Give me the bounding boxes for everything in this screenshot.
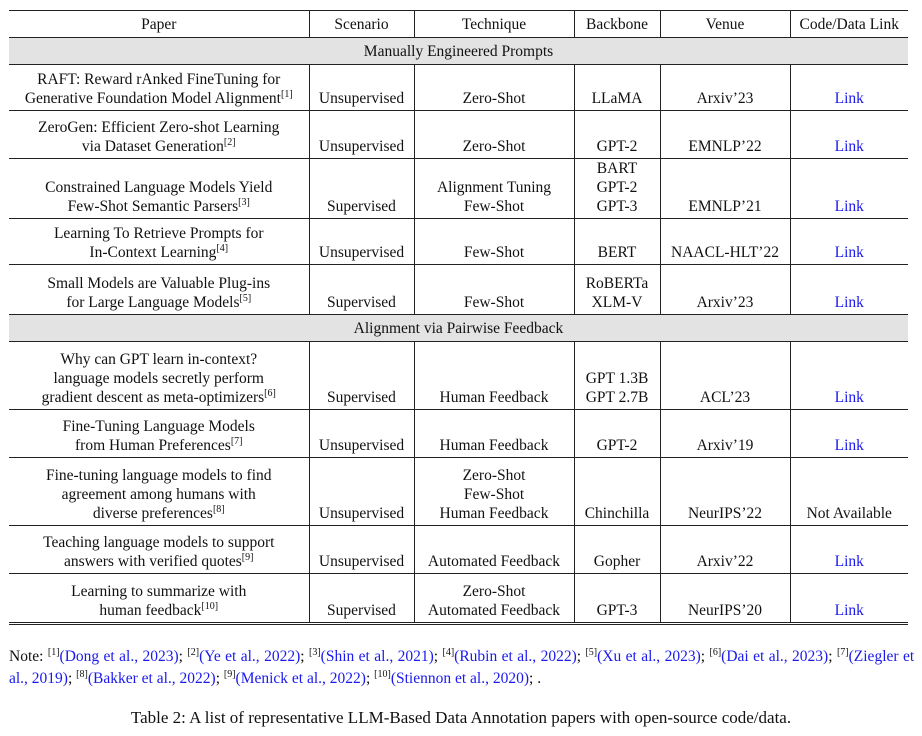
paper-cell bbox=[9, 65, 309, 111]
link-cell bbox=[790, 342, 908, 410]
link-cell bbox=[790, 65, 908, 111]
venue-cell: EMNLP’21 bbox=[660, 159, 790, 219]
paper-title-line: for Large Language Models bbox=[66, 294, 240, 311]
paper-title-line: Few-Shot Semantic Parsers bbox=[67, 198, 239, 215]
not-available-text: Not Available bbox=[806, 505, 892, 522]
code-data-link[interactable]: Link bbox=[834, 553, 864, 570]
link-cell bbox=[790, 526, 908, 574]
note-reference-marker: [1] bbox=[47, 647, 60, 658]
technique-line: Few-Shot bbox=[463, 198, 525, 215]
technique-line: Zero-Shot bbox=[462, 583, 526, 600]
paper-title-last-line bbox=[13, 504, 305, 523]
paper-title-last-line bbox=[13, 137, 305, 156]
paper-title-line: Fine-Tuning Language Models bbox=[62, 418, 255, 435]
paper-title-line: Small Models are Valuable Plug-ins bbox=[47, 275, 271, 292]
backbone-line: GPT 2.7B bbox=[585, 389, 649, 406]
code-data-link[interactable]: Link bbox=[834, 138, 864, 155]
table-row bbox=[9, 159, 908, 219]
table-row bbox=[9, 410, 908, 458]
citation-link[interactable]: (Ziegler et al., 2019) bbox=[9, 648, 915, 687]
citation-link[interactable]: (Stiennon et al., 2020) bbox=[390, 670, 530, 687]
link-cell bbox=[790, 574, 908, 624]
note-reference-marker: [7] bbox=[836, 647, 849, 658]
citation-link[interactable]: (Shin et al., 2021) bbox=[320, 648, 434, 665]
backbone-cell bbox=[574, 574, 660, 624]
venue-cell: Arxiv’23 bbox=[660, 265, 790, 315]
header-venue: Venue bbox=[660, 11, 790, 38]
citation-note bbox=[9, 646, 914, 690]
link-cell bbox=[790, 458, 908, 526]
paper-title-line: Fine-tuning language models to find bbox=[45, 467, 272, 484]
technique-cell bbox=[414, 111, 574, 159]
link-cell bbox=[790, 265, 908, 315]
paper-title-line: In-Context Learning bbox=[89, 244, 217, 261]
table-row bbox=[9, 574, 908, 624]
citation-link[interactable]: (Ye et al., 2022) bbox=[199, 648, 301, 665]
technique-cell bbox=[414, 410, 574, 458]
paper-title-last-line bbox=[13, 436, 305, 455]
reference-marker: [4] bbox=[216, 243, 229, 254]
section-title: Alignment via Pairwise Feedback bbox=[9, 315, 908, 342]
reference-marker: [9] bbox=[241, 552, 254, 563]
paper-title-line: ZeroGen: Efficient Zero-shot Learning bbox=[38, 119, 280, 136]
link-cell bbox=[790, 111, 908, 159]
paper-title-line: Learning To Retrieve Prompts for bbox=[53, 225, 264, 242]
paper-title-last-line bbox=[13, 197, 305, 216]
scenario-cell: Supervised bbox=[309, 342, 414, 410]
header-paper: Paper bbox=[9, 11, 309, 38]
venue-cell: NeurIPS’22 bbox=[660, 458, 790, 526]
table-row bbox=[9, 526, 908, 574]
backbone-line: Gopher bbox=[593, 553, 641, 570]
note-reference-marker: [2] bbox=[187, 647, 200, 658]
paper-title-line: language models secretly perform bbox=[53, 370, 264, 387]
paper-title-line: gradient descent as meta-optimizers bbox=[41, 389, 265, 406]
note-reference-marker: [6] bbox=[709, 647, 722, 658]
technique-cell bbox=[414, 265, 574, 315]
scenario-cell: Unsupervised bbox=[309, 111, 414, 159]
backbone-cell bbox=[574, 111, 660, 159]
scenario-cell: Supervised bbox=[309, 159, 414, 219]
paper-title-line: via Dataset Generation bbox=[81, 138, 224, 155]
table-row bbox=[9, 458, 908, 526]
backbone-cell bbox=[574, 65, 660, 111]
table-row bbox=[9, 111, 908, 159]
table-header-row bbox=[9, 11, 908, 38]
technique-line: Automated Feedback bbox=[427, 553, 561, 570]
link-cell bbox=[790, 410, 908, 458]
scenario-cell: Unsupervised bbox=[309, 219, 414, 265]
table-row bbox=[9, 65, 908, 111]
note-reference-marker: [8] bbox=[76, 669, 88, 680]
reference-marker: [3] bbox=[238, 197, 250, 208]
technique-line: Human Feedback bbox=[439, 437, 549, 454]
table-row bbox=[9, 265, 908, 315]
code-data-link[interactable]: Link bbox=[834, 602, 864, 619]
citation-link[interactable]: (Menick et al., 2022) bbox=[235, 670, 366, 687]
code-data-link[interactable]: Link bbox=[834, 294, 864, 311]
technique-cell bbox=[414, 458, 574, 526]
code-data-link[interactable]: Link bbox=[834, 198, 864, 215]
note-reference-marker: [9] bbox=[223, 669, 236, 680]
link-cell bbox=[790, 159, 908, 219]
scenario-cell: Unsupervised bbox=[309, 458, 414, 526]
header-technique: Technique bbox=[414, 11, 574, 38]
paper-cell bbox=[9, 410, 309, 458]
paper-cell bbox=[9, 265, 309, 315]
section-header-row bbox=[9, 315, 908, 342]
paper-title-line: Teaching language models to support bbox=[43, 534, 275, 551]
code-data-link[interactable]: Link bbox=[834, 389, 864, 406]
note-reference-marker: [10] bbox=[374, 669, 391, 680]
backbone-cell bbox=[574, 219, 660, 265]
backbone-line: BART bbox=[596, 160, 638, 177]
note-citations: [1](Dong et al., 2023); [2](Ye et al., 2022); [3](Shin et al., 2021); [4](Rubin et al., 2022); [5](Xu et al., 2023); [6](Dai et al., 2023); [7](Ziegler et al., 2019); [8](Bakker et al., 2022); [9](Menick et al., 2022); [10](Stiennon et al., 2020); . bbox=[9, 647, 915, 687]
note-label: Note: bbox=[9, 648, 44, 665]
citation-link[interactable]: (Bakker et al., 2022) bbox=[87, 670, 216, 687]
backbone-line: XLM-V bbox=[591, 294, 643, 311]
backbone-line: Chinchilla bbox=[584, 505, 650, 522]
venue-cell: Arxiv’19 bbox=[660, 410, 790, 458]
technique-line: Few-Shot bbox=[463, 486, 525, 503]
scenario-cell: Unsupervised bbox=[309, 410, 414, 458]
backbone-line: GPT-3 bbox=[596, 198, 638, 215]
note-reference-marker: [4] bbox=[442, 647, 455, 658]
technique-cell bbox=[414, 219, 574, 265]
technique-cell bbox=[414, 526, 574, 574]
backbone-line: GPT 1.3B bbox=[585, 370, 649, 387]
reference-marker: [2] bbox=[223, 137, 236, 148]
technique-cell bbox=[414, 159, 574, 219]
citation-link[interactable]: (Dai et al., 2023) bbox=[721, 648, 829, 665]
technique-line: Zero-Shot bbox=[462, 90, 526, 107]
backbone-line: LLaMA bbox=[591, 90, 643, 107]
paper-title-last-line bbox=[13, 89, 305, 108]
technique-line: Zero-Shot bbox=[462, 467, 526, 484]
paper-title-last-line bbox=[13, 601, 305, 620]
backbone-cell bbox=[574, 410, 660, 458]
header-link: Code/Data Link bbox=[790, 11, 908, 38]
reference-marker: [5] bbox=[239, 293, 252, 304]
paper-cell bbox=[9, 159, 309, 219]
backbone-line: RoBERTa bbox=[585, 275, 649, 292]
venue-cell: EMNLP’22 bbox=[660, 111, 790, 159]
backbone-cell bbox=[574, 458, 660, 526]
technique-cell bbox=[414, 65, 574, 111]
technique-line: Few-Shot bbox=[463, 294, 525, 311]
paper-title-last-line bbox=[13, 552, 305, 571]
table-row bbox=[9, 342, 908, 410]
header-backbone: Backbone bbox=[574, 11, 660, 38]
paper-title-line: Learning to summarize with bbox=[71, 583, 247, 600]
table-row bbox=[9, 219, 908, 265]
venue-cell: ACL’23 bbox=[660, 342, 790, 410]
scenario-cell: Supervised bbox=[309, 574, 414, 624]
paper-cell bbox=[9, 574, 309, 624]
technique-line: Automated Feedback bbox=[427, 602, 561, 619]
reference-marker: [8] bbox=[212, 504, 225, 515]
venue-cell: Arxiv’22 bbox=[660, 526, 790, 574]
technique-line: Human Feedback bbox=[439, 389, 549, 406]
backbone-line: GPT-2 bbox=[596, 179, 638, 196]
paper-title-line: agreement among humans with bbox=[61, 486, 256, 503]
paper-title-line: Generative Foundation Model Alignment bbox=[24, 90, 281, 107]
backbone-line: BERT bbox=[597, 244, 637, 261]
paper-title-line: Why can GPT learn in-context? bbox=[60, 351, 258, 368]
section-title: Manually Engineered Prompts bbox=[9, 38, 908, 65]
venue-cell: NAACL-HLT’22 bbox=[660, 219, 790, 265]
reference-marker: [7] bbox=[230, 436, 243, 447]
paper-cell bbox=[9, 111, 309, 159]
technique-line: Few-Shot bbox=[463, 244, 525, 261]
code-data-link[interactable]: Link bbox=[834, 437, 864, 454]
annotation-papers-table bbox=[9, 10, 908, 625]
note-reference-marker: [3] bbox=[309, 647, 321, 658]
scenario-cell: Unsupervised bbox=[309, 526, 414, 574]
paper-cell bbox=[9, 219, 309, 265]
section-header-row bbox=[9, 38, 908, 65]
backbone-cell bbox=[574, 342, 660, 410]
table-caption: Table 2: A list of representative LLM-Based Data Annotation papers with open-source code/data. bbox=[130, 708, 792, 727]
citation-link[interactable]: (Dong et al., 2023) bbox=[59, 648, 179, 665]
paper-cell bbox=[9, 526, 309, 574]
code-data-link[interactable]: Link bbox=[834, 244, 864, 261]
backbone-cell bbox=[574, 526, 660, 574]
header-scenario: Scenario bbox=[309, 11, 414, 38]
reference-marker: [10] bbox=[201, 601, 219, 612]
citation-link[interactable]: (Rubin et al., 2022) bbox=[454, 648, 577, 665]
backbone-cell bbox=[574, 159, 660, 219]
table-body bbox=[9, 38, 908, 624]
technique-cell bbox=[414, 342, 574, 410]
backbone-line: GPT-3 bbox=[596, 602, 638, 619]
code-data-link[interactable]: Link bbox=[834, 90, 864, 107]
paper-title-line: RAFT: Reward rAnked FineTuning for bbox=[37, 71, 281, 88]
paper-cell bbox=[9, 458, 309, 526]
citation-link[interactable]: (Xu et al., 2023) bbox=[597, 648, 701, 665]
paper-cell bbox=[9, 342, 309, 410]
venue-cell: Arxiv’23 bbox=[660, 65, 790, 111]
technique-cell bbox=[414, 574, 574, 624]
backbone-cell bbox=[574, 265, 660, 315]
paper-title-last-line bbox=[13, 293, 305, 312]
scenario-cell: Unsupervised bbox=[309, 65, 414, 111]
backbone-line: GPT-2 bbox=[596, 437, 638, 454]
reference-marker: [6] bbox=[264, 388, 276, 399]
technique-line: Human Feedback bbox=[439, 505, 549, 522]
paper-title-line: answers with verified quotes bbox=[64, 553, 242, 570]
paper-title-line: human feedback bbox=[99, 602, 202, 619]
reference-marker: [1] bbox=[280, 89, 293, 100]
technique-line: Zero-Shot bbox=[462, 138, 526, 155]
link-cell bbox=[790, 219, 908, 265]
paper-title-last-line bbox=[13, 243, 305, 262]
scenario-cell: Supervised bbox=[309, 265, 414, 315]
backbone-line: GPT-2 bbox=[596, 138, 638, 155]
venue-cell: NeurIPS’20 bbox=[660, 574, 790, 624]
paper-title-last-line bbox=[13, 388, 305, 407]
paper-title-line: Constrained Language Models Yield bbox=[45, 179, 273, 196]
paper-title-line: diverse preferences bbox=[92, 505, 213, 522]
paper-title-line: from Human Preferences bbox=[75, 437, 231, 454]
technique-line: Alignment Tuning bbox=[436, 179, 552, 196]
note-reference-marker: [5] bbox=[585, 647, 598, 658]
